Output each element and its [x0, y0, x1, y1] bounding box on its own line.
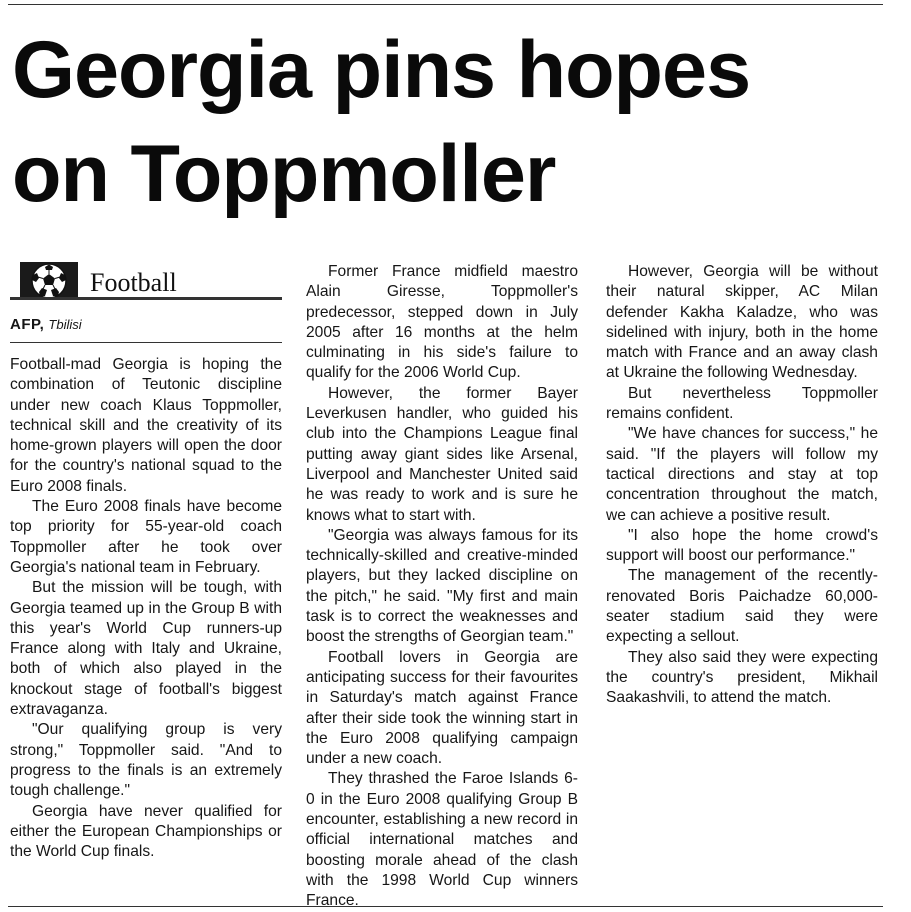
- headline-line-1: Georgia pins hopes: [12, 25, 751, 115]
- byline-rule: [10, 342, 282, 343]
- paragraph: "Georgia was always famous for its technically-skilled and creative-minded players, but they lacked discipline on the pitch," he said. "My first and main task is to correct the weaknesses and boost the strengths of Georgian team.": [306, 526, 578, 646]
- byline-agency: AFP,: [10, 316, 45, 333]
- section-rule: [10, 297, 282, 300]
- section-label: Football: [90, 268, 177, 297]
- byline: [10, 316, 282, 334]
- headline-line-2: on Toppmoller: [12, 129, 556, 219]
- article-column-3: [606, 262, 878, 898]
- bottom-rule: [8, 906, 883, 907]
- paragraph: "Our qualifying group is very strong," Toppmoller said. "And to progress to the finals is an extremely tough challenge.": [10, 721, 282, 800]
- headline: [12, 18, 892, 226]
- top-rule: [8, 4, 883, 5]
- paragraph: They also said they were expecting the country's president, Mikhail Saakashvili, to attend the match.: [606, 648, 878, 707]
- article-column-1: [10, 262, 282, 898]
- soccer-ball-icon: [20, 262, 78, 300]
- byline-city: Tbilisi: [48, 317, 82, 332]
- paragraph: The Euro 2008 finals have become top priority for 55-year-old coach Toppmoller after he took over Georgia's national team in February.: [10, 498, 282, 576]
- article-column-2: [306, 262, 578, 910]
- paragraph: Football-mad Georgia is hoping the combination of Teutonic discipline under new coach Klaus Toppmoller, technical skill and the creativity of its home-grown players will open the door for the country's national squad to the Euro 2008 finals.: [10, 356, 282, 495]
- paragraph: Football lovers in Georgia are anticipating success for their favourites in Saturday's match against France after their side took the winning start in the Euro 2008 qualifying campaign under a new coach.: [306, 648, 578, 768]
- paragraph: "I also hope the home crowd's support will boost our performance.": [606, 526, 878, 565]
- paragraph: But the mission will be tough, with Georgia teamed up in the Group B with this year's World Cup runners-up France along with Italy and Ukraine, both of which also played in the knockout stage of football's biggest extravaganza.: [10, 579, 282, 719]
- paragraph: Former France midfield maestro Alain Giresse, Toppmoller's predecessor, stepped down in July 2005 after 16 months at the helm culminating in his side's failure to qualify for the 2006 World Cup.: [306, 263, 578, 382]
- paragraph: "We have chances for success," he said. "If the players will follow my tactical directions and stay at top concentration throughout the match, we can achieve a positive result.: [606, 425, 878, 524]
- paragraph: The management of the recently-renovated Boris Paichadze 60,000-seater stadium said they were expecting a sellout.: [606, 567, 878, 646]
- paragraph: However, Georgia will be without their natural skipper, AC Milan defender Kakha Kaladze, who was sidelined with injury, both in the home match with France and an away clash at Ukraine the following Wednesday.: [606, 263, 878, 382]
- paragraph: They thrashed the Faroe Islands 6-0 in the Euro 2008 qualifying Group B encounter, establishing a new record in official international matches and boosting morale ahead of the clash with the 1998 World Cup winners France.: [306, 770, 578, 910]
- paragraph: Georgia have never qualified for either the European Championships or the World Cup finals.: [10, 802, 282, 861]
- section-header: [10, 262, 282, 306]
- paragraph: However, the former Bayer Leverkusen handler, who guided his club into the Champions League final putting away giant sides like Arsenal, Liverpool and Manchester United said he was ready to work and is sure he knows what to start with.: [306, 384, 578, 524]
- paragraph: But nevertheless Toppmoller remains confident.: [606, 384, 878, 423]
